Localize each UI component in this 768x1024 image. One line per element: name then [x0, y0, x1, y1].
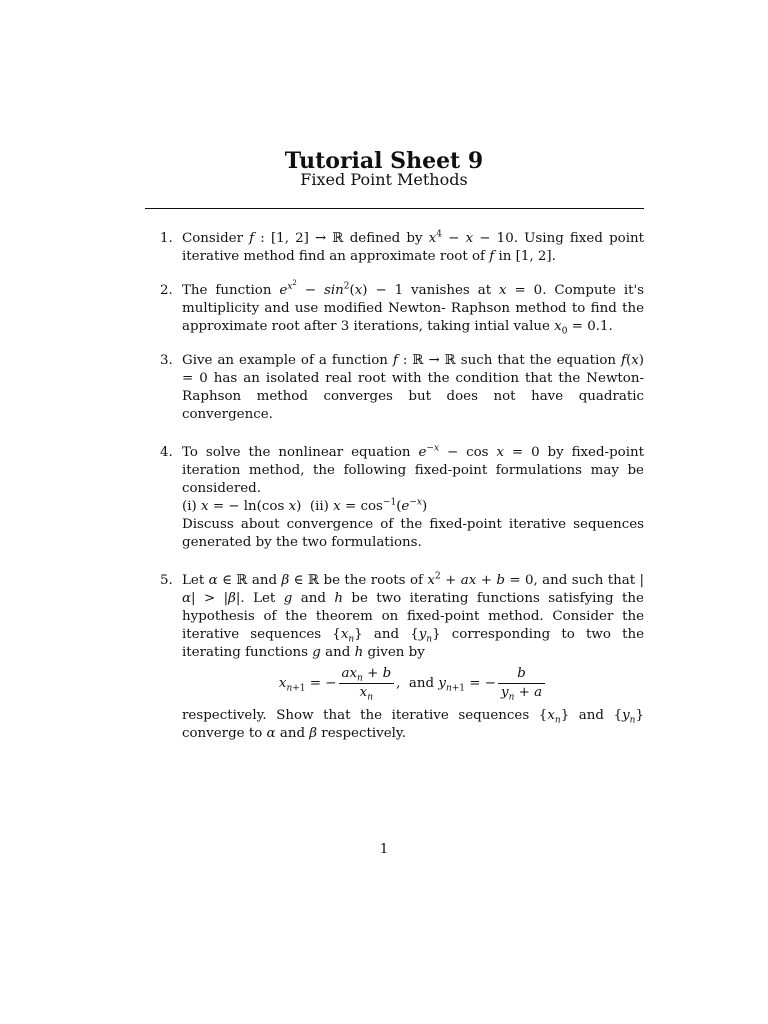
problem-text: Let α ∈ ℝ and β ∈ ℝ be the roots of $x^2$ + ax + b = 0, and such that |α| > |β|. Let g and h be two iterating functions satisfying the hypothesis of the theorem on fixed-point method. Consider the iterative sequences $\{x_n\}$ and $\{y_n\}$ corresponding to two the iterating functions g and h given by $x_{n+1}$ = − $\frac{ax_n + b}{x_n}$ , and $y_{n+1}$ = − $\frac{b}{y_n + a}$ respectively. Show that the iterative sequences $\{x_n\}$ and $\{y_n\}$ converge to α and β respectively. — [182, 571, 645, 741]
page-number: 1 — [379, 842, 389, 857]
problem-1 — [160, 230, 644, 266]
problem-2 — [160, 278, 645, 337]
page-title: Tutorial Sheet 9 — [284, 148, 484, 174]
iteration-formulas: $x_{n+1}$ = − $\frac{ax_n + b}{x_n}$ , and $y_{n+1}$ = − $\frac{b}{y_n + a}$ — [182, 666, 644, 701]
title-divider — [145, 208, 644, 209]
problem-number: 5. — [160, 573, 173, 588]
problem-4 — [160, 444, 644, 552]
problem-3 — [160, 352, 644, 424]
problem-text: Give an example of a function f : ℝ → ℝ such that the equation f(x) = 0 has an isolated real root with the condition that the Newton-Raphson method converges but does not have quadratic convergence. — [182, 353, 645, 422]
fraction-g: $\frac{ax_n + b}{x_n}$ — [339, 666, 395, 701]
problem-5 — [160, 572, 644, 743]
page-subtitle: Fixed Point Methods — [300, 170, 468, 189]
problem-text: To solve the nonlinear equation $e^{-x} - \cos x = 0$ by fixed-point iteration method, the following fixed-point formulations may be considered. (i) x = − ln(cos x) (ii) $x = \cos^{-1}(e^{-x})$ Discuss about convergence of the fixed-point iterative sequences generated by the two formulations. — [182, 443, 644, 550]
problem-number: 1. — [160, 231, 173, 246]
problem-number: 4. — [160, 445, 173, 460]
problem-text: The function $e^{x^2} - \sin^2(x) - 1$ vanishes at x = 0. Compute it's multiplicity and use modified Newton- Raphson method to find the approximate root after 3 iterations, taking intial value $x_0 = 0.1$. — [182, 278, 645, 337]
problem-list — [160, 230, 644, 743]
problem-number: 2. — [160, 283, 173, 298]
fraction-h: $\frac{b}{y_n + a}$ — [498, 666, 545, 701]
problem-number: 3. — [160, 353, 173, 368]
problem-text: Consider f : [1, 2] → ℝ defined by $x^4 - x - 10$. Using fixed point iterative method find an approximate root of f in [1, 2]. — [182, 229, 644, 264]
